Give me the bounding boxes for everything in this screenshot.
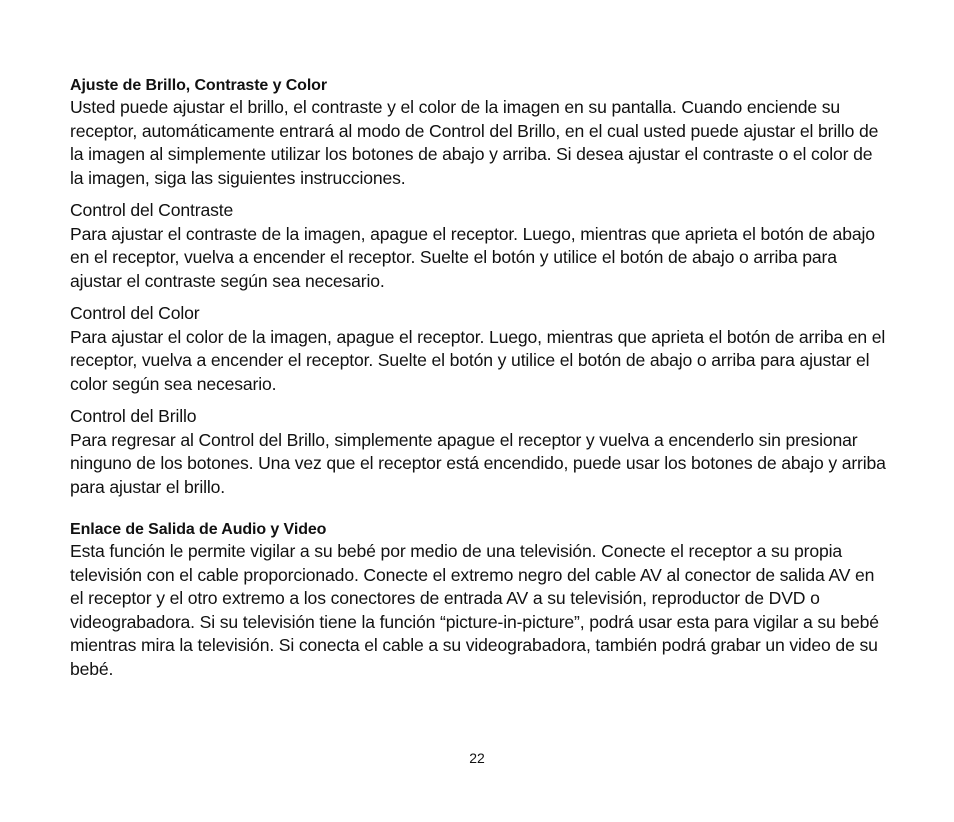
subsection-body-brillo: Para regresar al Control del Brillo, simplemente apague el receptor y vuelva a encenderlo sin presionar ninguno de los botones. Una vez que el receptor está encendido, puede usar los botones de abajo y arriba para ajustar el brillo. xyxy=(70,429,886,497)
section-title-brillo-contraste-color: Ajuste de Brillo, Contraste y Color xyxy=(70,77,327,94)
section-intro-brillo-contraste-color: Usted puede ajustar el brillo, el contraste y el color de la imagen en su pantalla. Cuando enciende su receptor, automáticamente entrará al modo de Control del Brillo, en el cual usted puede ajustar el brillo de la imagen al simplemente utilizar los botones de abajo y arriba. Si desea ajustar el contraste o el color de la imagen, siga las siguientes instrucciones. xyxy=(70,97,879,188)
subsection-title-color: Control del Color xyxy=(70,303,200,323)
document-page xyxy=(70,76,888,681)
subsection-title-contraste: Control del Contraste xyxy=(70,200,234,220)
section-intro-audio-video: Esta función le permite vigilar a su bebé por medio de una televisión. Conecte el receptor a su propia televisión con el cable proporcionado. Conecte el extremo negro del cable AV al conector de salida AV en el receptor y el otro extremo a los conectores de entrada AV a su televisión, reproductor de DVD o videograbadora. Si su televisión tiene la función “picture-in-picture”, podrá usar esta para vigilar a su bebé mientras mira la televisión. Si conecta el cable a su videograbadora, también podrá grabar un video de su bebé. xyxy=(70,541,879,679)
section-spacer xyxy=(70,499,888,520)
page-number: 22 xyxy=(469,750,485,766)
subsection-body-contraste: Para ajustar el contraste de la imagen, apague el receptor. Luego, mientras que aprieta el botón de abajo en el receptor, vuelva a encender el receptor. Suelte el botón y utilice el botón de abajo o arriba para ajustar el contraste según sea necesario. xyxy=(70,223,875,291)
section-title-audio-video: Enlace de Salida de Audio y Video xyxy=(70,521,327,538)
subsection-body-color: Para ajustar el color de la imagen, apague el receptor. Luego, mientras que aprieta el botón de arriba en el receptor, vuelva a encender el receptor. Suelte el botón y utilice el botón de abajo o arriba para ajustar el color según sea necesario. xyxy=(70,326,886,394)
subsection-title-brillo: Control del Brillo xyxy=(70,406,197,426)
